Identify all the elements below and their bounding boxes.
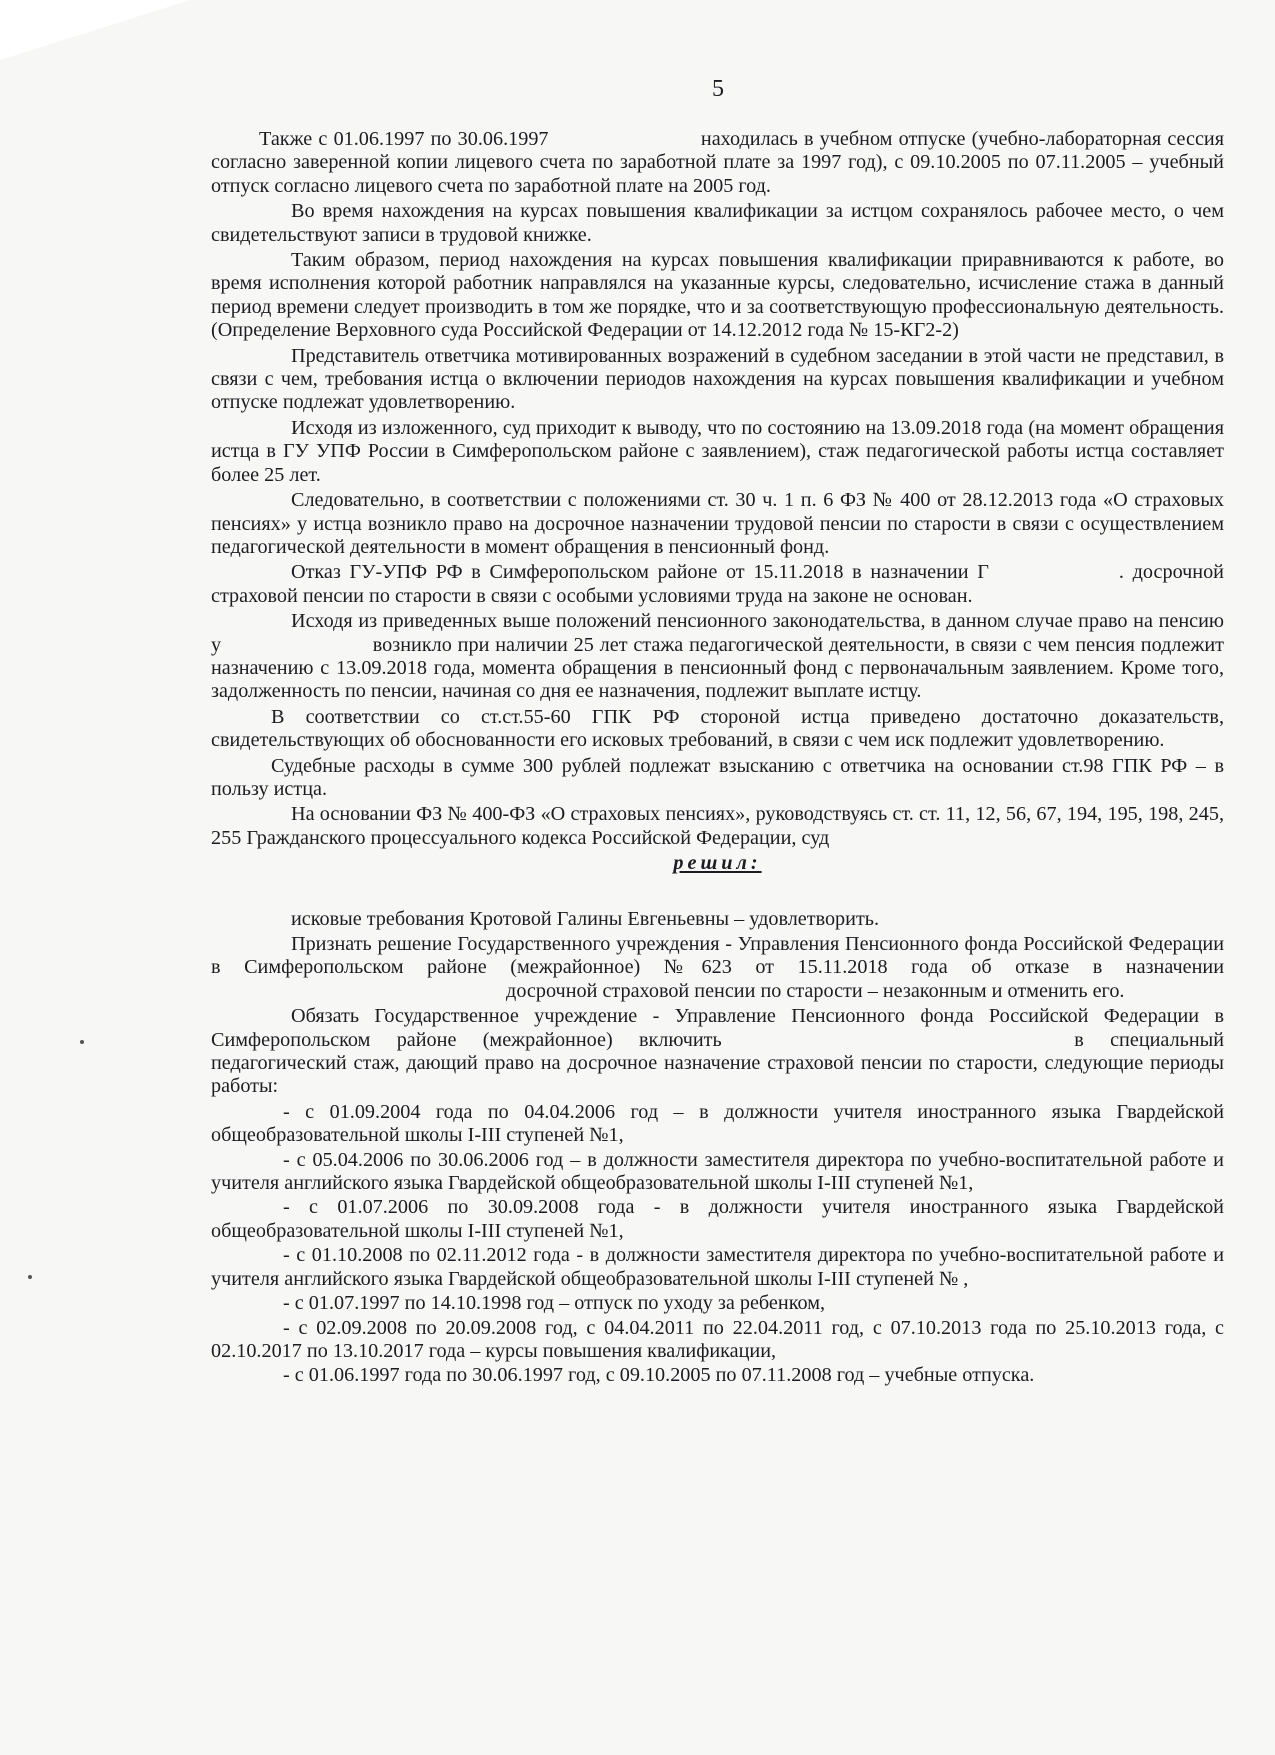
paragraph-evidence: В соответствии со ст.ст.55-60 ГПК РФ стороной истца приведено достаточно доказательств, свидетельствующих об обоснованности его исковых требований, в связи с чем иск подлежит удовлетворению. <box>211 705 1224 752</box>
list-item: - с 01.10.2008 по 02.11.2012 года - в должности заместителя директора по учебно-воспитательной работе и учителя английского языка Гвардейской общеобразовательной школы I-III ступеней № , <box>211 1244 1224 1290</box>
redacted-name <box>227 637 367 651</box>
paragraph-workplace: Во время нахождения на курсах повышения квалификации за истцом сохранялось рабочее место, о чем свидетельствуют записи в трудовой книжке. <box>211 200 1224 246</box>
page-corner <box>0 0 190 60</box>
list-item: - с 02.09.2008 по 20.09.2008 год, с 04.04.2011 по 22.04.2011 год, с 07.10.2013 года по 25.10.2013 года, с 02.10.2017 по 13.10.2017 года – курсы повышения квалификации, <box>211 1316 1224 1362</box>
paragraph-right: Следовательно, в соответствии с положениями ст. 30 ч. 1 п. 6 ФЗ № 400 от 28.12.2013 года «О страховых пенсиях» у истца возникло право на досрочное назначении трудовой пенсии по старости в связи с осуществлением педагогической деятельности в момент обращения в пенсионный фонд. <box>211 489 1224 558</box>
paragraph-oblige: Обязать Государственное учреждение - Управление Пенсионного фонда Российской Федерации в Симферопольском районе (межрайонное) включить в специальный педагогический стаж, дающий право на досрочное назначение страховой пенсии по старости, следующие периоды работы: <box>211 1005 1225 1098</box>
resolution-heading: решил: <box>673 852 762 875</box>
redacted-name <box>211 983 501 997</box>
paragraph-pension-right: Исходя из приведенных выше положений пенсионного законодательства, в данном случае право на пенсию у возникло при наличии 25 лет стажа педагогической деятельности, в связи с чем пенсия подлежит назначению с 13.09.2018 года, момента обращения в пенсионный фонд с первоначальным заявлением. Кроме того, задолженность по пенсии, начиная со дня ее назначения, подлежит выплате истцу. <box>211 610 1225 703</box>
scan-speck <box>28 1275 32 1279</box>
paragraph-satisfy: исковые требования Кротовой Галины Евгеньевны – удовлетворить. <box>291 907 880 930</box>
document-body <box>211 128 1224 1389</box>
list-item: - с 01.07.2006 по 30.09.2008 года - в должности учителя иностранного языка Гвардейской общеобразовательной школы I-III ступеней №1, <box>211 1196 1224 1242</box>
paragraph-annul: Признать решение Государственного учреждения - Управления Пенсионного фонда Российской Федерации в Симферопольском районе (межрайонное) №623 от 15.11.2018 года об отказе в назначении досрочной страховой пенсии по старости – незаконным и отменить его. <box>211 933 1224 1002</box>
list-item: - с 05.04.2006 по 30.06.2006 год – в должности заместителя директора по учебно-воспитательной работе и учителя английского языка Гвардейской общеобразовательной школы I-III ступеней №1, <box>211 1148 1224 1195</box>
page-number: 5 <box>712 76 724 102</box>
redacted-name <box>555 131 695 145</box>
list-item: - с 01.09.2004 года по 04.04.2006 год – в должности учителя иностранного языка Гвардейской общеобразовательной школы I-III ступеней №1, <box>211 1100 1224 1147</box>
paragraph-courses: Таким образом, период нахождения на курсах повышения квалификации приравниваются к работе, во время исполнения которой работник направлялся на указанные курсы, следовательно, исчисление стажа в данный период времени следует производить в том же порядке, что и за соответствующую профессиональную деятельность. (Определение Верховного суда Российской Федерации от 14.12.2012 года № 15-КГ2-2) <box>211 249 1224 342</box>
scan-speck <box>80 1040 84 1044</box>
paragraph-study-leave: Также с 01.06.1997 по 30.06.1997 находилась в учебном отпуске (учебно-лабораторная сессия согласно заверенной копии лицевого счета по заработной плате за 1997 год), с 09.10.2005 по 07.11.2005 – учебный отпуск согласно лицевого счета по заработной плате на 2005 год. <box>211 128 1224 197</box>
list-item: - с 01.06.1997 года по 30.06.1997 год, с 09.10.2005 по 07.11.2008 год – учебные отпуска. <box>283 1364 1035 1387</box>
paragraph-costs: Судебные расходы в сумме 300 рублей подлежат взысканию с ответчика на основании ст.98 ГПК РФ – в пользу истца. <box>211 754 1224 800</box>
paragraph-refusal: Отказ ГУ-УПФ РФ в Симферопольском районе от 15.11.2018 в назначении Г . досрочной страховой пенсии по старости в связи с особыми условиями труда на законе не основан. <box>211 561 1224 607</box>
redacted-name <box>989 564 1119 578</box>
paragraph-basis: На основании ФЗ № 400-ФЗ «О страховых пенсиях», руководствуясь ст. ст. 11, 12, 56, 67, 194, 195, 198, 245, 255 Гражданского процессуального кодекса Российской Федерации, суд <box>211 803 1224 849</box>
paragraph-objections: Представитель ответчика мотивированных возражений в судебном заседании в этой части не представил, в связи с чем, требования истца о включении периодов нахождения на курсах повышения квалификации и учебном отпуске подлежат удовлетворению. <box>211 344 1224 414</box>
paragraph-conclusion: Исходя из изложенного, суд приходит к выводу, что по состоянию на 13.09.2018 года (на момент обращения истца в ГУ УПФ России в Симферопольском районе с заявлением), стаж педагогической работы истца составляет более 25 лет. <box>211 416 1224 486</box>
redacted-name <box>748 1032 1048 1046</box>
list-item: - с 01.07.1997 по 14.10.1998 год – отпуск по уходу за ребенком, <box>283 1292 826 1315</box>
